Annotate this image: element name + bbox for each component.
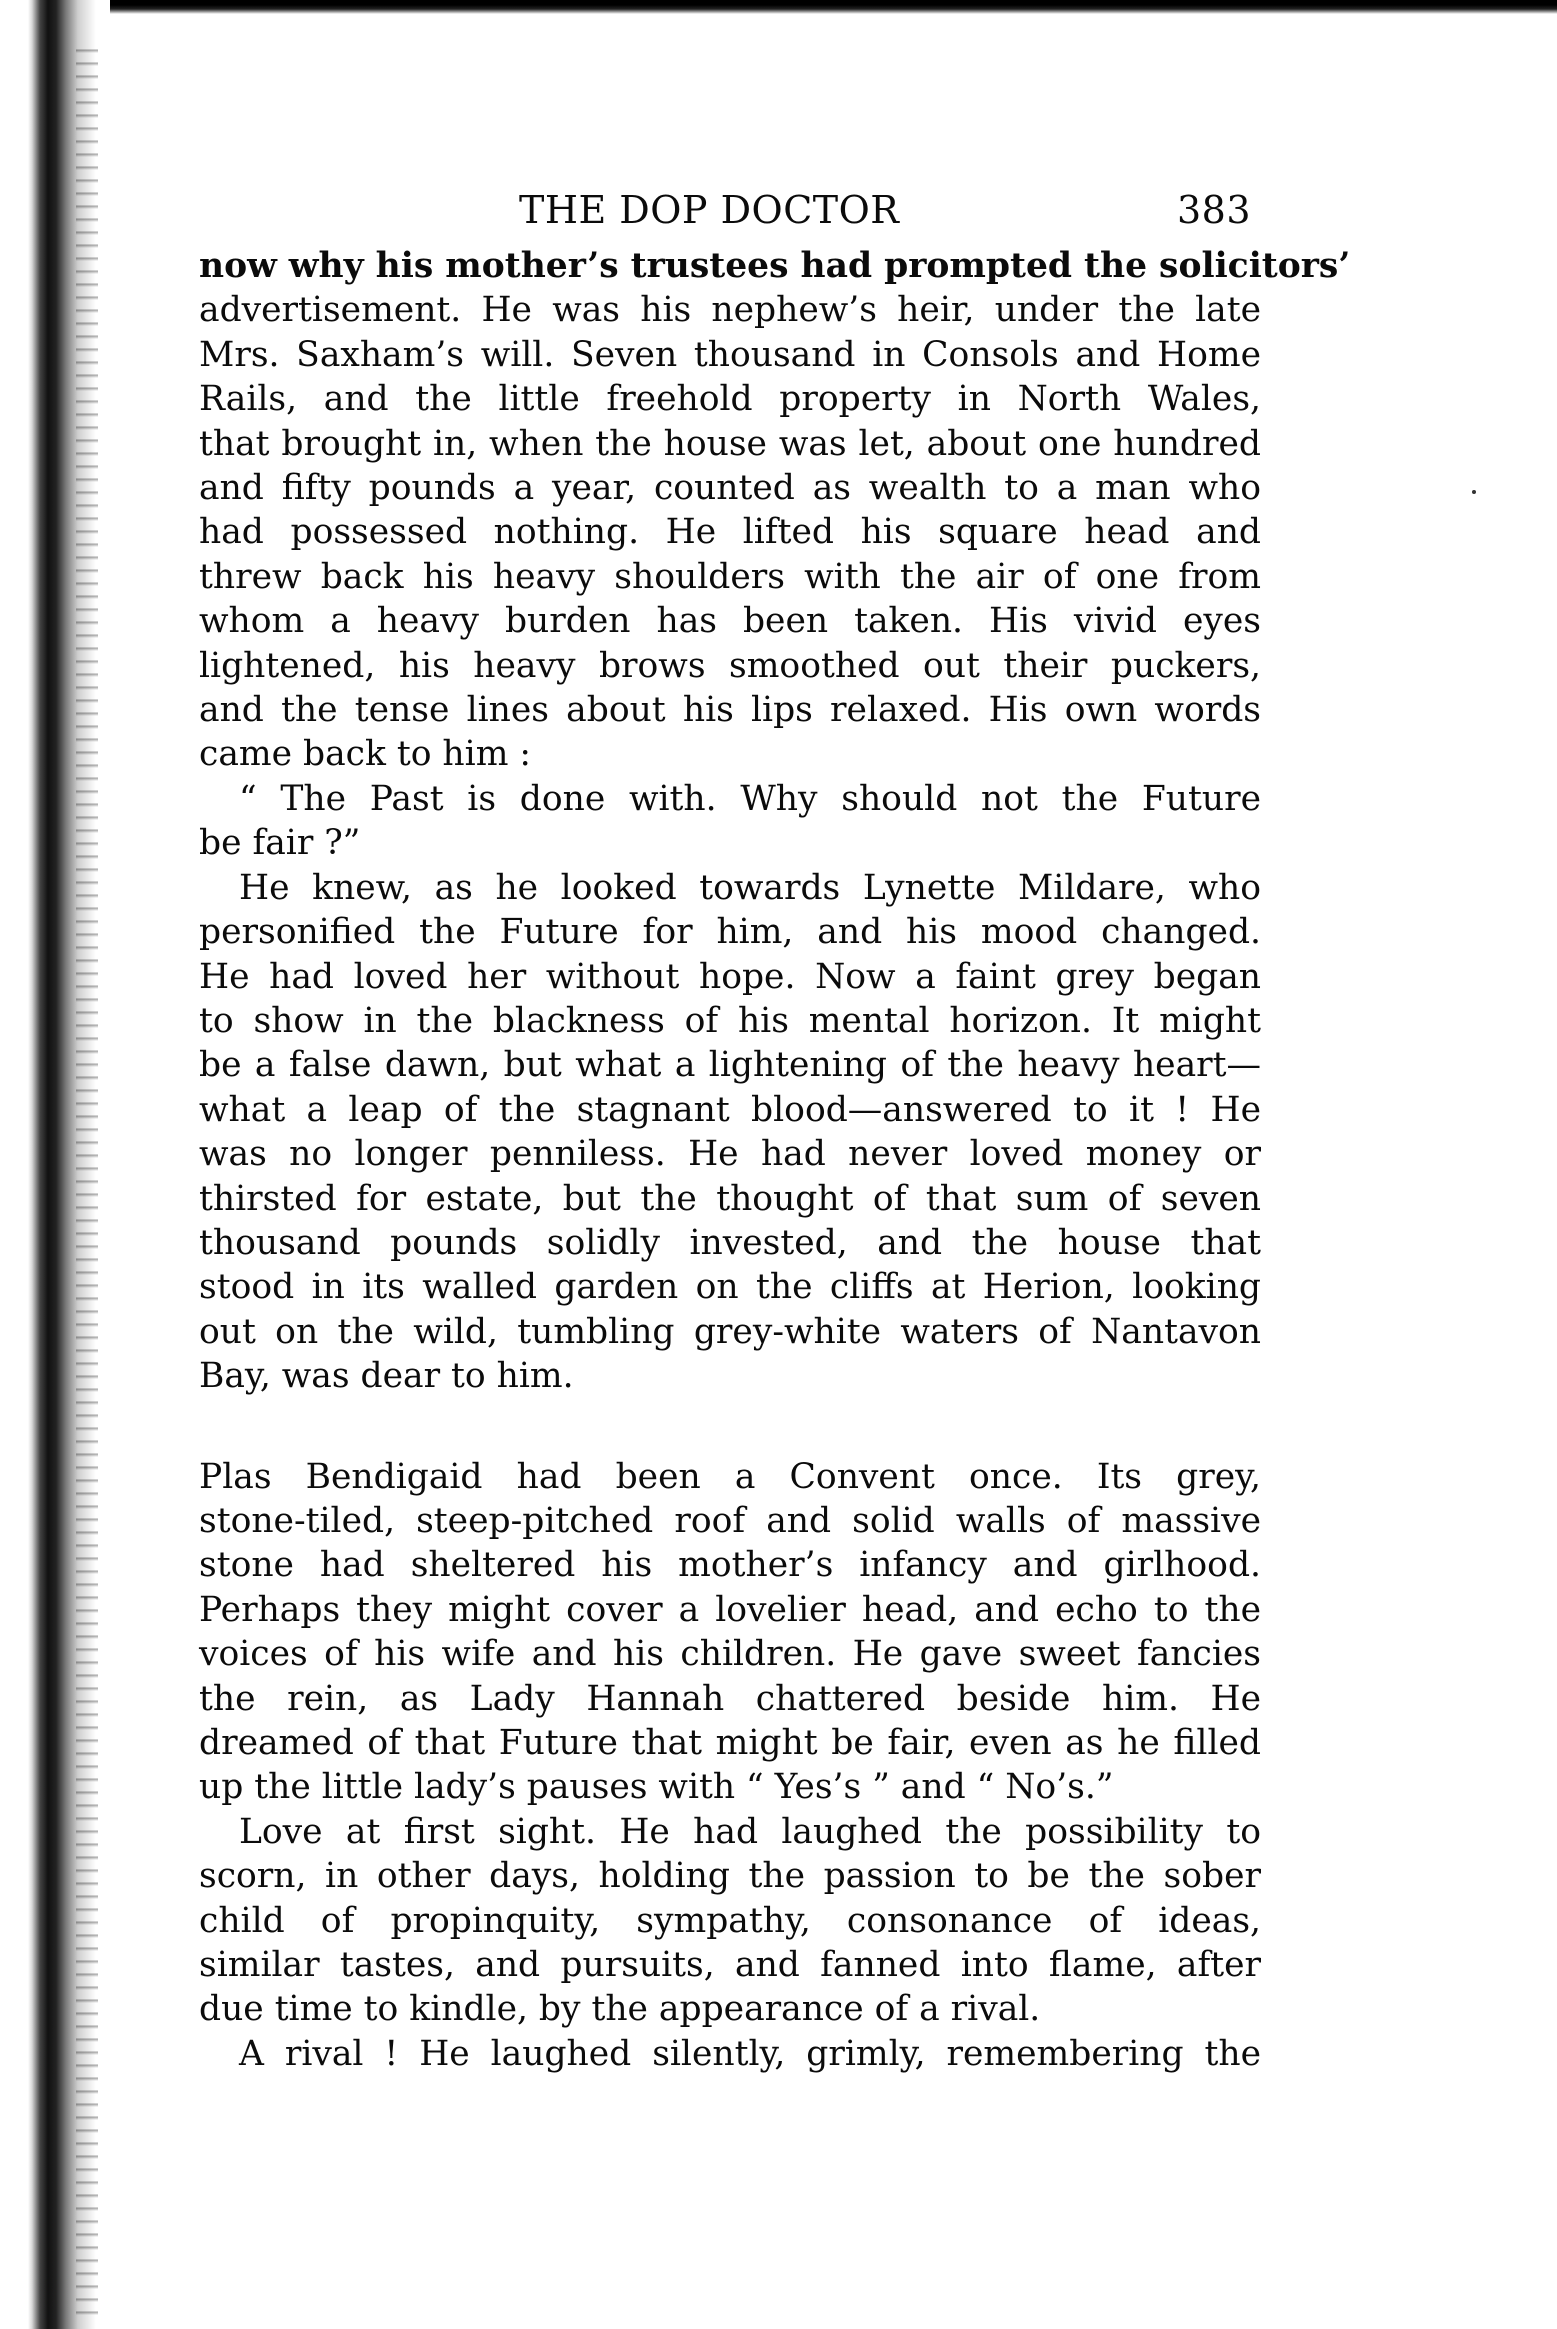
- text-line: now why his mother’s trustees had prompted the solicitors’: [199, 246, 1351, 286]
- text-line: to show in the blackness of his mental horizon. It might: [199, 1000, 1261, 1041]
- paragraph-4: [199, 1455, 1261, 1810]
- text-line: similar tastes, and pursuits, and fanned into flame, after: [199, 1945, 1261, 1986]
- text-line: and fifty pounds a year, counted as wealth to a man who: [199, 468, 1261, 509]
- text-line: threw back his heavy shoulders with the air of one from: [199, 556, 1261, 597]
- text-line: dreamed of that Future that might be fair, even as he filled: [199, 1723, 1261, 1763]
- text-line: scorn, in other days, holding the passion to be the sober: [199, 1856, 1261, 1897]
- text-line: stood in its walled garden on the cliffs at Herion, looking: [199, 1267, 1261, 1308]
- text-line: thousand pounds solidly invested, and the house that: [199, 1222, 1261, 1263]
- text-line: Mrs. Saxham’s will. Seven thousand in Consols and Home: [199, 334, 1261, 375]
- text-line: Perhaps they might cover a lovelier head, and echo to the: [199, 1589, 1261, 1630]
- page-header: [199, 188, 1261, 244]
- text-line: He knew, as he looked towards Lynette Mildare, who: [239, 867, 1261, 908]
- text-line: lightened, his heavy brows smoothed out their puckers,: [199, 645, 1261, 686]
- text-line: voices of his wife and his children. He gave sweet fancies: [199, 1634, 1261, 1675]
- page-top-edge: [0, 0, 1557, 14]
- text-line: whom a heavy burden has been taken. His vivid eyes: [199, 601, 1261, 642]
- text-line: be a false dawn, but what a lightening of the heavy heart—: [199, 1045, 1261, 1086]
- text-line: up the little lady’s pauses with “ Yes’s ” and “ No’s.”: [199, 1767, 1114, 1808]
- text-line: Love at first sight. He had laughed the possibility to: [239, 1811, 1261, 1852]
- text-line: thirsted for estate, but the thought of that sum of seven: [199, 1178, 1261, 1219]
- text-line: stone-tiled, steep-pitched roof and solid walls of massive: [199, 1500, 1261, 1541]
- text-line: He had loved her without hope. Now a faint grey began: [199, 956, 1261, 997]
- text-line: “ The Past is done with. Why should not the Future: [239, 778, 1261, 819]
- text-line: stone had sheltered his mother’s infancy and girlhood.: [199, 1545, 1261, 1586]
- text-line: had possessed nothing. He lifted his square head and: [199, 512, 1261, 553]
- text-line: child of propinquity, sympathy, consonance of ideas,: [199, 1900, 1261, 1941]
- text-line: the rein, as Lady Hannah chattered beside him. He: [199, 1678, 1261, 1719]
- paragraph-5: [199, 1810, 1261, 2032]
- text-line: Plas Bendigaid had been a Convent once. Its grey,: [199, 1456, 1261, 1497]
- paragraph-3: [199, 866, 1261, 1399]
- text-line: due time to kindle, by the appearance of a rival.: [199, 1989, 1041, 2030]
- page-number: 383: [1176, 188, 1251, 232]
- paragraph-1: [199, 244, 1351, 777]
- text-line: came back to him :: [199, 734, 531, 775]
- text-line: advertisement. He was his nephew’s heir, under the late: [199, 290, 1261, 331]
- section-break: [199, 1399, 1261, 1455]
- text-line: Rails, and the little freehold property in North Wales,: [199, 379, 1261, 420]
- scan-speck: [1472, 490, 1476, 494]
- text-line: was no longer penniless. He had never loved money or: [199, 1134, 1261, 1175]
- text-line: be fair ?”: [199, 823, 361, 864]
- text-line: out on the wild, tumbling grey-white waters of Nantavon: [199, 1311, 1261, 1352]
- paragraph-2: [199, 777, 1261, 866]
- running-title: THE DOP DOCTOR: [519, 188, 900, 232]
- text-line: Bay, was dear to him.: [199, 1356, 574, 1397]
- text-line: what a leap of the stagnant blood—answered to it ! He: [199, 1089, 1261, 1130]
- text-line: personified the Future for him, and his mood changed.: [199, 912, 1261, 953]
- book-page: [199, 188, 1351, 2076]
- text-line: that brought in, when the house was let, about one hundred: [199, 423, 1261, 464]
- binding-texture: [76, 40, 98, 2320]
- paragraph-6: [199, 2032, 1261, 2076]
- text-line: and the tense lines about his lips relaxed. His own words: [199, 690, 1261, 731]
- text-line: A rival ! He laughed silently, grimly, remembering the: [239, 2033, 1261, 2074]
